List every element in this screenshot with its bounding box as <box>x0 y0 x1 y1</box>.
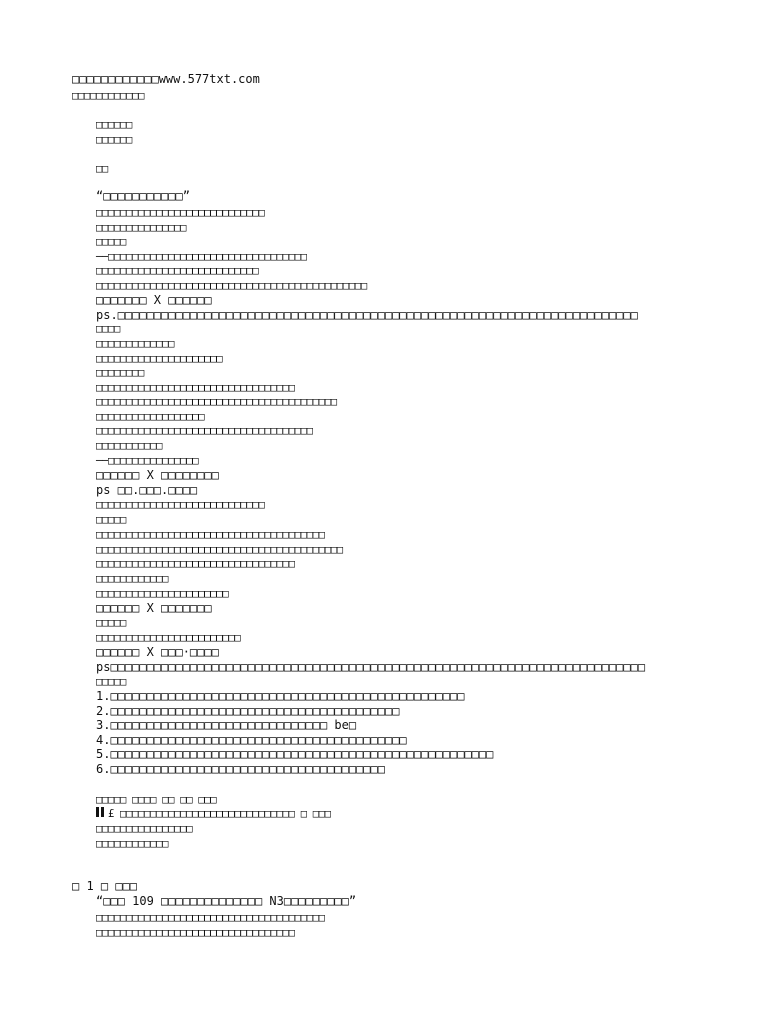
body-line: □□□□□□□□□□□□□ <box>96 338 175 350</box>
list-item: 6.□□□□□□□□□□□□□□□□□□□□□□□□□□□□□□□□□□□□□□ <box>96 762 385 776</box>
body-line: □□□□□□□□□□□□□□□□□□□□□ <box>96 353 223 365</box>
list-item: 2.□□□□□□□□□□□□□□□□□□□□□□□□□□□□□□□□□□□□□□□□ <box>96 704 400 718</box>
body-line: □□□□□□□□□□□□□□□□□□□□□□ <box>96 588 229 600</box>
list-item: 3.□□□□□□□□□□□□□□□□□□□□□□□□□□□□□□ be□ <box>96 718 357 732</box>
footer-line-3: □□□□□□□□□□□□□□□□ <box>96 823 193 835</box>
chapter-line-1: “□□□ 109 □□□□□□□□□□□□□□ N3□□□□□□□□□” <box>96 894 357 908</box>
body-line: □□□□□□□□□□□□□□□□□□□□□□□□□□□□□□□□□□□□□□□□□□□□□ <box>96 280 367 292</box>
body-line: □□□□□□□□□□□□□□□□□□□□□□□□□□□□□□□□□ <box>96 558 295 570</box>
body-line: “□□□□□□□□□□□” <box>96 189 190 203</box>
body-line: □□□□□□ X □□□·□□□□ <box>96 645 219 659</box>
meta-line-3: □□ <box>96 163 109 175</box>
body-line: □□□□□ <box>96 236 127 248</box>
body-line: □□□□□□□□□□□□□□□□□□□□□□□□□□□□□□□□□□□□□□□□□ <box>96 544 343 556</box>
chapter-line-2: □□□□□□□□□□□□□□□□□□□□□□□□□□□□□□□□□□□□□□ <box>96 912 325 924</box>
header-line-2: □□□□□□□□□□□□ <box>72 90 145 102</box>
footer-line-4: □□□□□□□□□□□□ <box>96 838 169 850</box>
list-item: 4.□□□□□□□□□□□□□□□□□□□□□□□□□□□□□□□□□□□□□□□□□ <box>96 733 407 747</box>
body-line: □□□□□□□□□□□ <box>96 440 163 452</box>
body-line: □□□□□□□ X □□□□□□ <box>96 293 212 307</box>
body-line: □□□□□ <box>96 514 127 526</box>
chapter-heading: □ 1 □ □□□ <box>72 879 138 893</box>
meta-line-2: □□□□□□ <box>96 134 133 146</box>
body-line: □□□□□□ X □□□□□□□□ <box>96 468 219 482</box>
list-item: 5.□□□□□□□□□□□□□□□□□□□□□□□□□□□□□□□□□□□□□□□□□□□□□□□□□□□□□ <box>96 747 494 761</box>
header-line-site: □□□□□□□□□□□□www.577txt.com <box>72 72 260 86</box>
body-line: □□□□□□□□□□□□□□□□□□□□□□□□□□□ <box>96 265 259 277</box>
body-line: □□□□□□□□□□□□□□□□□□□□□□□□□□□□□□□□□ <box>96 382 295 394</box>
body-line: ──□□□□□□□□□□□□□□□□□□□□□□□□□□□□□□□□□ <box>96 251 307 263</box>
list-item: 1.□□□□□□□□□□□□□□□□□□□□□□□□□□□□□□□□□□□□□□□□□□□□□□□□□ <box>96 689 465 703</box>
body-line: □□□□□□□□□□□□□□□□□□□□□□□□□□□□□□□□□□□□□□ <box>96 529 325 541</box>
body-line: □□□□□ <box>96 676 127 688</box>
body-line: □□□□□□□□□□□□□□□ <box>96 222 187 234</box>
body-line: □□□□□□□□□□□□□□□□□□ <box>96 411 205 423</box>
body-line: □□□□□□□□□□□□□□□□□□□□□□□□□□□□□□□□□□□□□□□□ <box>96 396 337 408</box>
body-line: □□□□□□□□□□□□□□□□□□□□□□□□□□□□ <box>96 207 265 219</box>
body-line: □□□□□□□□□□□□ <box>96 573 169 585</box>
body-line: ──□□□□□□□□□□□□□□□ <box>96 455 199 467</box>
meta-line-1: □□□□□□ <box>96 119 133 131</box>
body-line: □□□□ <box>96 323 121 335</box>
body-line: ps □□.□□□.□□□□ <box>96 483 198 497</box>
footer-line-2-text: £ □□□□□□□□□□□□□□□□□□□□□□□□□□□□□ □ □□□ <box>108 808 331 820</box>
body-line: □□□□□□□□ <box>96 367 145 379</box>
body-line: □□□□□□ X □□□□□□□ <box>96 601 212 615</box>
footer-line-1: □□□□□ □□□□ □□ □□ □□□ <box>96 794 217 806</box>
body-line: ps.□□□□□□□□□□□□□□□□□□□□□□□□□□□□□□□□□□□□□□□□□□□□□□□□□□□□□□□□□□□□□□□□□□□□□□□□ <box>96 308 638 322</box>
body-line: □□□□□□□□□□□□□□□□□□□□□□□□□□□□□□□□□□□□ <box>96 425 313 437</box>
bars-icon <box>96 807 106 821</box>
body-line: □□□□□□□□□□□□□□□□□□□□□□□□ <box>96 632 241 644</box>
body-line: □□□□□□□□□□□□□□□□□□□□□□□□□□□□ <box>96 499 265 511</box>
chapter-line-3: □□□□□□□□□□□□□□□□□□□□□□□□□□□□□□□□□ <box>96 927 295 939</box>
body-line: □□□□□ <box>96 617 127 629</box>
footer-line-2 <box>96 807 331 821</box>
body-line: ps□□□□□□□□□□□□□□□□□□□□□□□□□□□□□□□□□□□□□□□□□□□□□□□□□□□□□□□□□□□□□□□□□□□□□□□□□□ <box>96 660 646 674</box>
